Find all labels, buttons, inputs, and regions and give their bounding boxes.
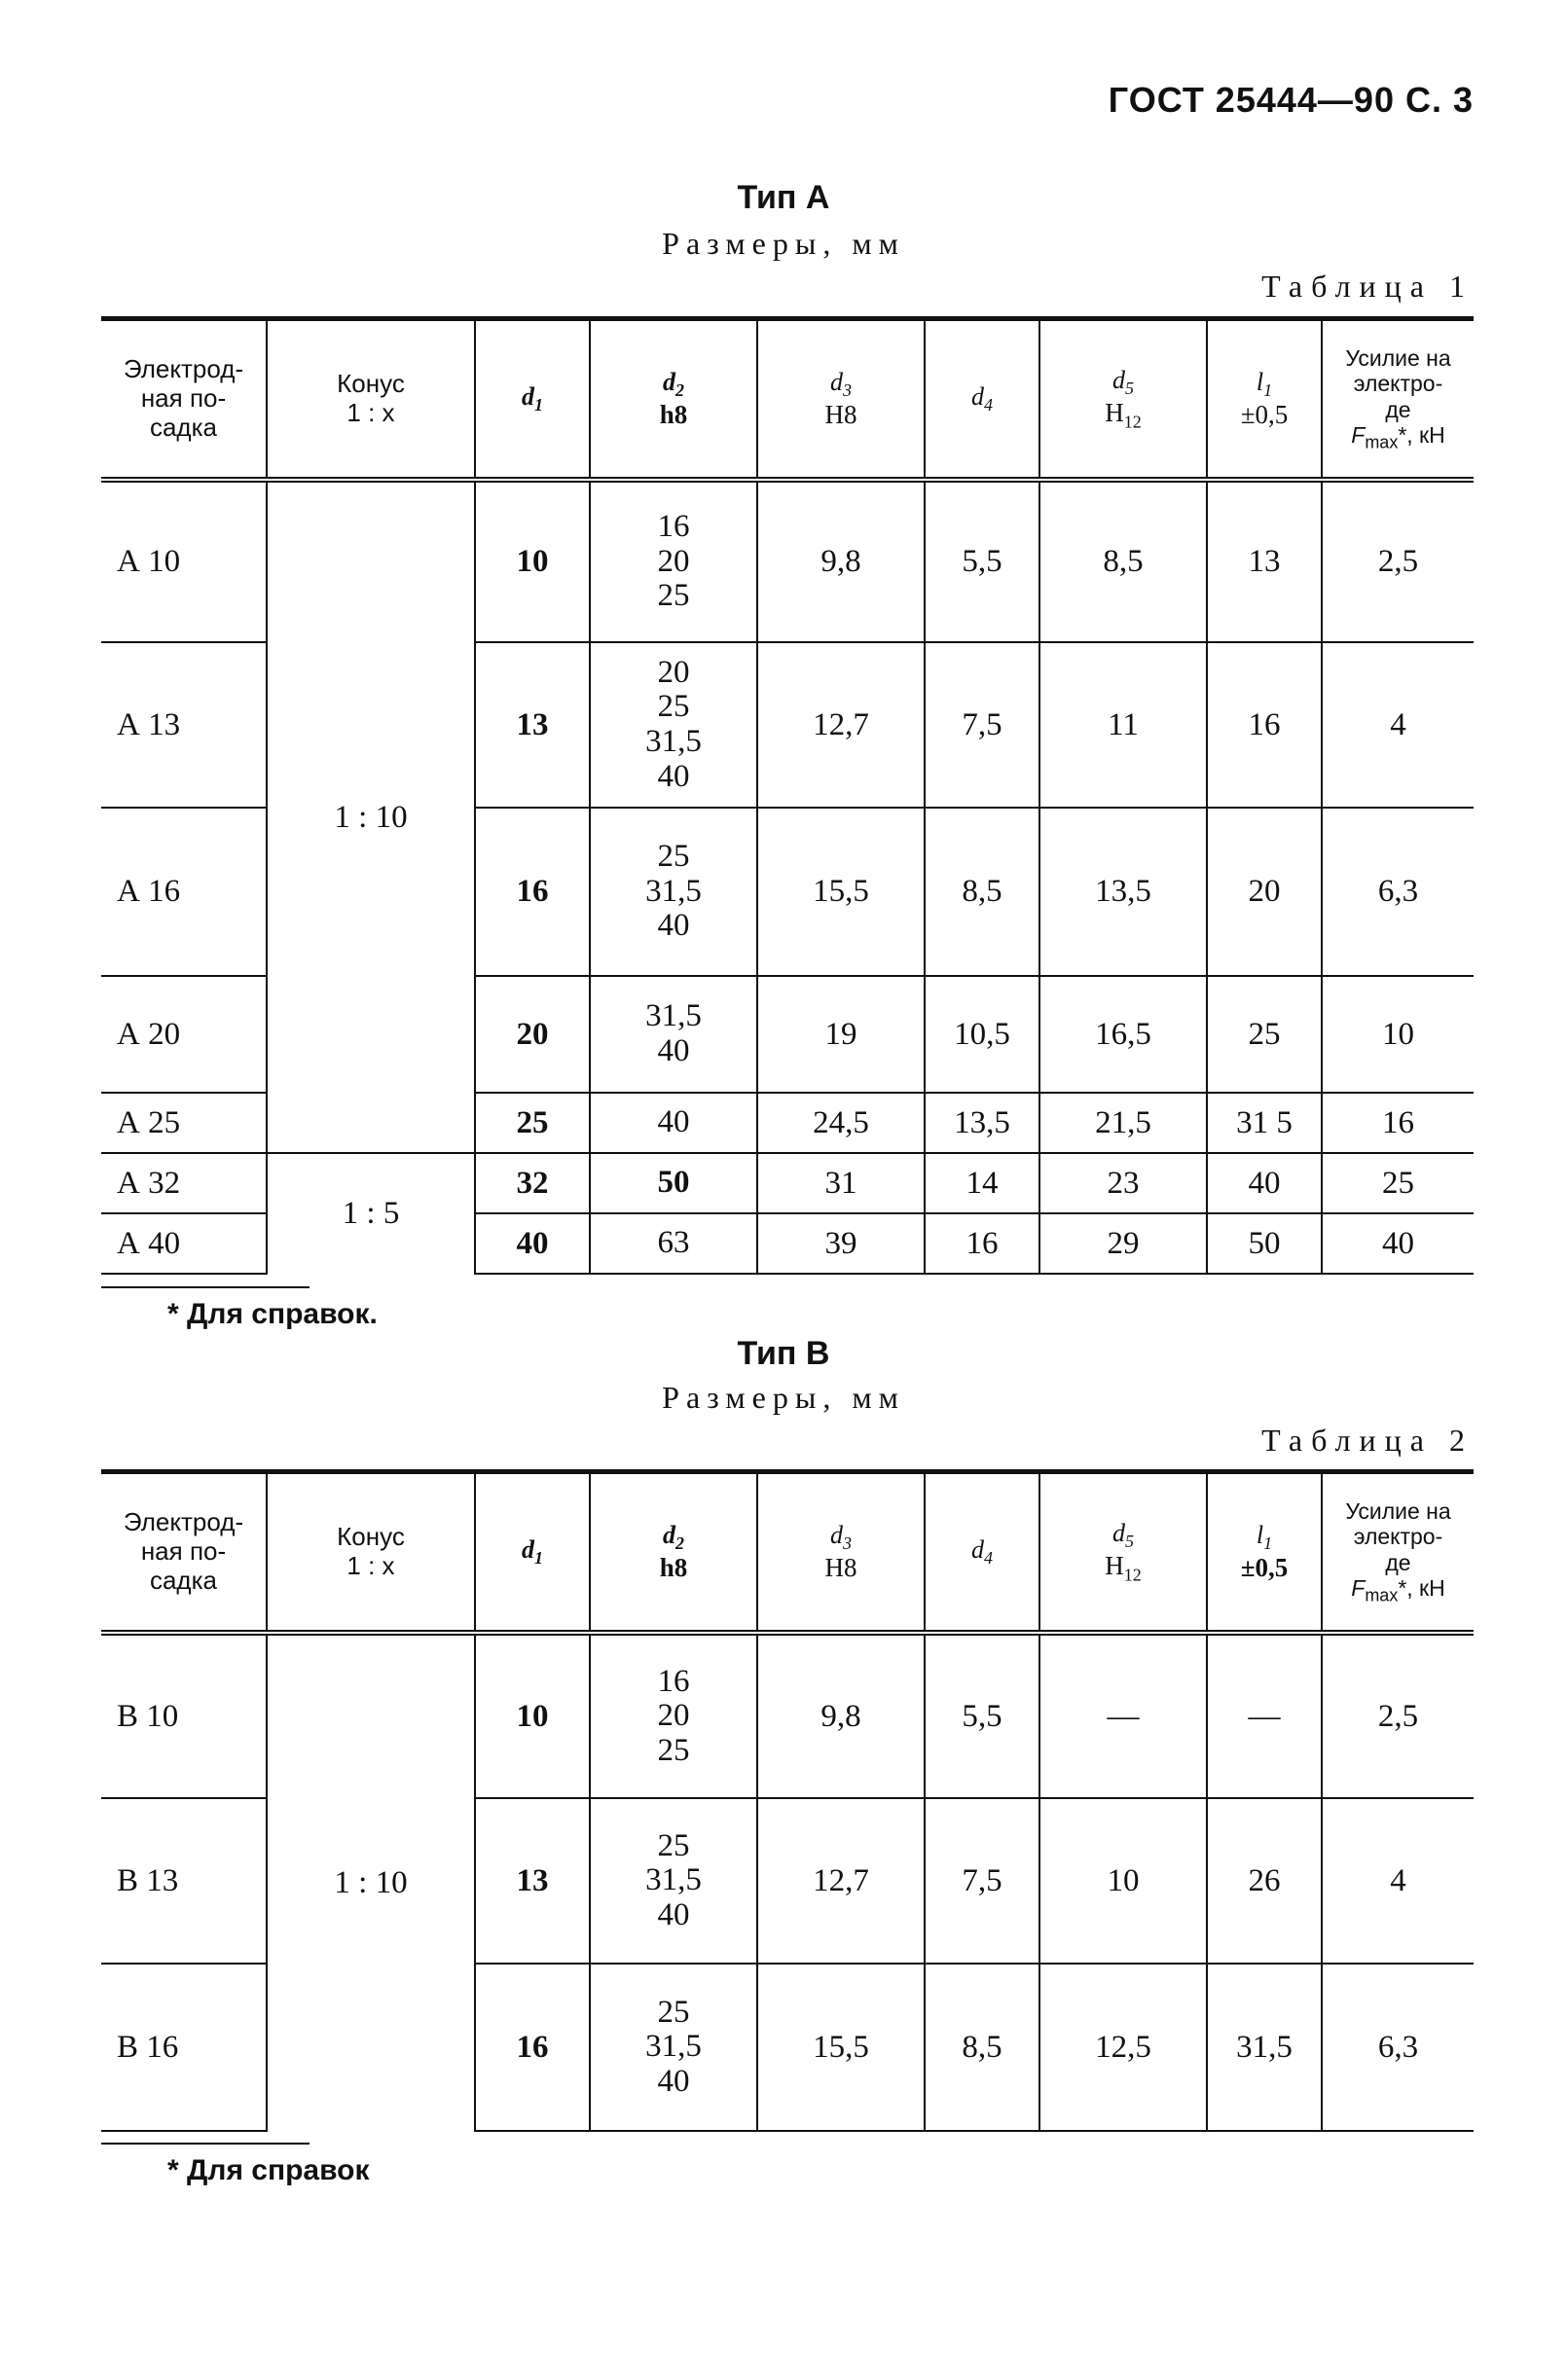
cell-d4: 8,5 — [925, 1964, 1039, 2131]
cell-force: 4 — [1322, 1798, 1474, 1964]
col-header-force: Усилие на электро- де $F_{max}*$, кН — [1322, 1472, 1474, 1634]
cell-l1: 25 — [1207, 976, 1322, 1093]
col-header-d2: $d_2$ h8 — [590, 319, 757, 481]
cell-d4: 8,5 — [925, 808, 1039, 976]
table-row — [101, 480, 1474, 642]
col-header-d5: $d_5$ $H_{12}$ — [1039, 1472, 1207, 1634]
footnote-rule-1 — [101, 1286, 310, 1288]
cell-d3: 31 — [757, 1153, 925, 1213]
footnote-2: * Для справок — [167, 2154, 370, 2186]
col-header-d2: $d_2$ h8 — [590, 1472, 757, 1634]
cell-fit: А 16 — [101, 808, 267, 976]
table-1-label: Таблица 1 — [1261, 269, 1474, 304]
cell-l1: 31,5 — [1207, 1964, 1322, 2131]
cell-fit: А 25 — [101, 1093, 267, 1153]
col-header-l1: $l_1$ ±0,5 — [1207, 319, 1322, 481]
col-header-force: Усилие на электро- де $F_{max}*$, кН — [1322, 319, 1474, 481]
cell-d3: 39 — [757, 1213, 925, 1274]
cell-d3: 19 — [757, 976, 925, 1093]
cell-d2: 25 31,5 40 — [590, 808, 757, 976]
cell-d4: 5,5 — [925, 1633, 1039, 1798]
cell-d5: 23 — [1039, 1153, 1207, 1213]
cell-l1: 26 — [1207, 1798, 1322, 1964]
cell-d3: 15,5 — [757, 808, 925, 976]
cell-d3: 12,7 — [757, 1798, 925, 1964]
cell-d5: 21,5 — [1039, 1093, 1207, 1153]
cell-d1: 32 — [475, 1153, 590, 1213]
cell-l1: 31 5 — [1207, 1093, 1322, 1153]
cell-d1: 10 — [475, 1633, 590, 1798]
cell-force: 4 — [1322, 642, 1474, 808]
cell-d3: 24,5 — [757, 1093, 925, 1153]
cell-d2: 20 25 31,5 40 — [590, 642, 757, 808]
section-b-subtitle: Размеры, мм — [662, 1380, 905, 1415]
table-1 — [101, 316, 1474, 1275]
cell-fit: А 13 — [101, 642, 267, 808]
cell-cone: 1 : 5 — [267, 1153, 475, 1274]
cell-d4: 7,5 — [925, 1798, 1039, 1964]
col-header-cone: Конус 1 : x — [267, 319, 475, 481]
cell-l1: 13 — [1207, 480, 1322, 642]
table-2-label: Таблица 2 — [1261, 1423, 1474, 1458]
section-a-subtitle: Размеры, мм — [662, 226, 905, 261]
cell-d1: 16 — [475, 808, 590, 976]
col-header-d4: $d_4$ — [925, 1472, 1039, 1634]
cell-fit: В 16 — [101, 1964, 267, 2131]
table-row — [101, 1633, 1474, 1798]
cell-force: 6,3 — [1322, 808, 1474, 976]
cell-d1: 10 — [475, 480, 590, 642]
cell-d4: 14 — [925, 1153, 1039, 1213]
cell-fit: А 10 — [101, 480, 267, 642]
cell-d2: 63 — [590, 1213, 757, 1274]
table-2-header-row — [101, 1472, 1474, 1634]
cell-d4: 13,5 — [925, 1093, 1039, 1153]
cell-d4: 7,5 — [925, 642, 1039, 808]
col-header-d4: $d_4$ — [925, 319, 1039, 481]
cell-d5: 16,5 — [1039, 976, 1207, 1093]
cell-force: 10 — [1322, 976, 1474, 1093]
col-header-d5: $d_5$ $H_{12}$ — [1039, 319, 1207, 481]
cell-d1: 40 — [475, 1213, 590, 1274]
cell-force: 2,5 — [1322, 1633, 1474, 1798]
cell-d4: 5,5 — [925, 480, 1039, 642]
cell-d2: 25 31,5 40 — [590, 1798, 757, 1964]
col-header-cone: Конус 1 : x — [267, 1472, 475, 1634]
cell-d2: 25 31,5 40 — [590, 1964, 757, 2131]
cell-l1: 20 — [1207, 808, 1322, 976]
cell-l1: — — [1207, 1633, 1322, 1798]
page-header: ГОСТ 25444—90 С. 3 — [1108, 80, 1474, 120]
cell-l1: 16 — [1207, 642, 1322, 808]
cell-d3: 15,5 — [757, 1964, 925, 2131]
section-a-title: Тип А — [737, 179, 830, 216]
table-1-header-row — [101, 319, 1474, 481]
cell-d5: — — [1039, 1633, 1207, 1798]
col-header-l1: $l_1$ ±0,5 — [1207, 1472, 1322, 1634]
section-b-title: Тип В — [737, 1335, 830, 1372]
cell-cone: 1 : 10 — [267, 1633, 475, 2131]
cell-d3: 9,8 — [757, 480, 925, 642]
cell-d2: 16 20 25 — [590, 1633, 757, 1798]
cell-force: 40 — [1322, 1213, 1474, 1274]
cell-d2: 40 — [590, 1093, 757, 1153]
table-2 — [101, 1469, 1474, 2132]
cell-d2: 16 20 25 — [590, 480, 757, 642]
col-header-d1: $d_1$ — [475, 319, 590, 481]
cell-fit: А 40 — [101, 1213, 267, 1274]
cell-force: 6,3 — [1322, 1964, 1474, 2131]
cell-d5: 10 — [1039, 1798, 1207, 1964]
cell-force: 25 — [1322, 1153, 1474, 1213]
table-row — [101, 1153, 1474, 1213]
cell-l1: 50 — [1207, 1213, 1322, 1274]
footnote-rule-2 — [101, 2143, 310, 2145]
cell-d1: 13 — [475, 1798, 590, 1964]
cell-d5: 8,5 — [1039, 480, 1207, 642]
cell-cone: 1 : 10 — [267, 480, 475, 1153]
cell-force: 2,5 — [1322, 480, 1474, 642]
cell-d1: 13 — [475, 642, 590, 808]
cell-d2: 50 — [590, 1153, 757, 1213]
cell-d5: 12,5 — [1039, 1964, 1207, 2131]
col-header-fit: Электрод- ная по- садка — [101, 1472, 267, 1634]
cell-fit: А 20 — [101, 976, 267, 1093]
cell-d3: 9,8 — [757, 1633, 925, 1798]
cell-fit: В 10 — [101, 1633, 267, 1798]
col-header-d1: $d_1$ — [475, 1472, 590, 1634]
cell-fit: А 32 — [101, 1153, 267, 1213]
cell-d5: 29 — [1039, 1213, 1207, 1274]
footnote-1: * Для справок. — [167, 1298, 378, 1330]
col-header-d3: $d_3$ H8 — [757, 319, 925, 481]
cell-fit: В 13 — [101, 1798, 267, 1964]
cell-d3: 12,7 — [757, 642, 925, 808]
col-header-d3: $d_3$ H8 — [757, 1472, 925, 1634]
cell-d1: 16 — [475, 1964, 590, 2131]
cell-d4: 10,5 — [925, 976, 1039, 1093]
cell-d1: 25 — [475, 1093, 590, 1153]
col-header-fit: Электрод- ная по- садка — [101, 319, 267, 481]
cell-d4: 16 — [925, 1213, 1039, 1274]
cell-l1: 40 — [1207, 1153, 1322, 1213]
cell-force: 16 — [1322, 1093, 1474, 1153]
cell-d5: 11 — [1039, 642, 1207, 808]
cell-d5: 13,5 — [1039, 808, 1207, 976]
cell-d2: 31,5 40 — [590, 976, 757, 1093]
cell-d1: 20 — [475, 976, 590, 1093]
